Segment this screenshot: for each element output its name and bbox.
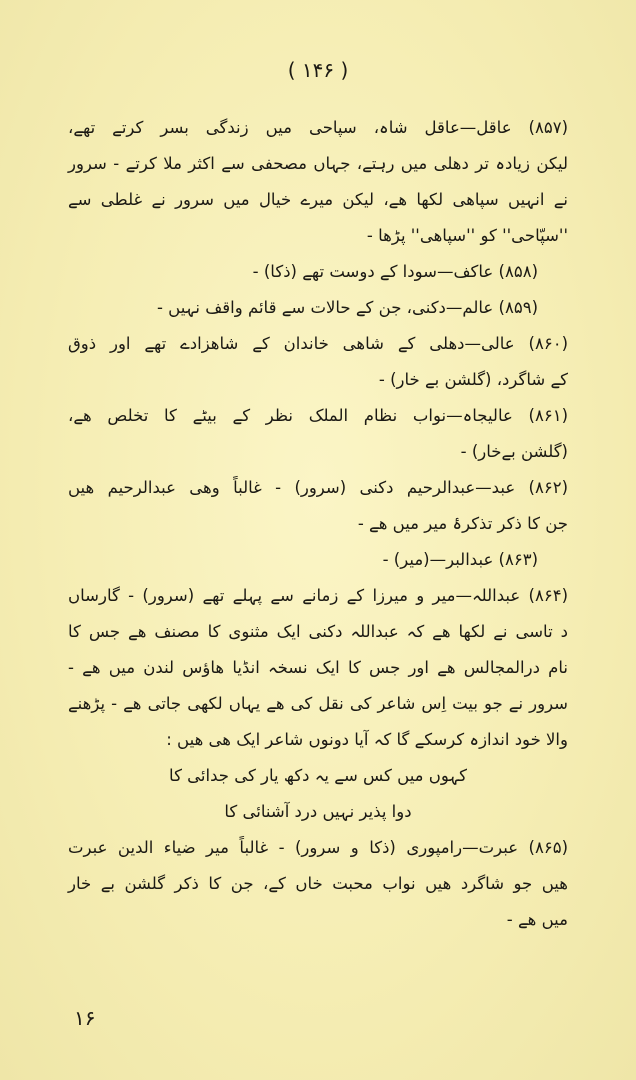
page-number: ( ۱۴۶ ) xyxy=(287,58,349,82)
text-line: د تاسی نے لکھا ھے کہ عبداللہ دکنی ایک مثنوی کا مصنف ھے جس کا xyxy=(68,622,568,641)
text-line: نے انہیں سپاھی لکھا ھے، لیکن میرے خیال میں سرور نے غلطی سے xyxy=(68,190,568,209)
text-line: (۸۵۸) عاکف—سودا کے دوست تھے (ذکا) - xyxy=(252,262,538,281)
text-line: (۸۶۱) عالیجاہ—نواب نظام الملک نظر کے بیٹے کا تخلص ھے، xyxy=(68,406,568,425)
text-line: کے شاگرد، (گلشن بے خار) - xyxy=(378,370,568,389)
page-body xyxy=(68,110,568,938)
text-line: ھیں جو شاگرد ھیں نواب محبت خاں کے، جن کا ذکر گلشن بے خار xyxy=(68,874,568,893)
text-line: ''سپّاحی'' کو ''سپاھی'' پڑھا - xyxy=(366,226,568,245)
text-line: (۸۵۷) عاقل—عاقل شاہ، سپاحی میں زندگی بسر کرتے تھے، xyxy=(68,118,568,137)
text-line: نام درالمجالس ھے اور جس کا ایک نسخہ انڈیا ھاؤس لندن میں ھے - xyxy=(68,658,568,677)
text-line: (۸۶۳) عبدالبر—(میر) - xyxy=(382,550,538,569)
text-line: (۸۶۴) عبداللہ—میر و میرزا کے زمانے سے پہلے تھے (سرور) - گارساں xyxy=(68,586,568,605)
text-line: (گلشن بےخار) - xyxy=(460,442,568,461)
text-line: جن کا ذکر تذکرۂ میر میں ھے - xyxy=(357,514,568,533)
verse-line: دوا پذیر نہیں درد آشنائی کا xyxy=(224,802,412,821)
text-line: سرور نے جو بیت اِس شاعر کی نقل کی ھے یہاں لکھی جاتی ھے - پڑھنے xyxy=(68,694,568,713)
text-line: (۸۶۰) عالی—دھلی کے شاھی خاندان کے شاھزادے تھے اور ذوق xyxy=(68,334,568,353)
text-line: (۸۶۵) عبرت—رامپوری (ذکا و سرور) - غالباً میر ضیاء الدین عبرت xyxy=(68,838,568,857)
text-line: میں ھے - xyxy=(506,910,568,929)
text-line: (۸۵۹) عالم—دکنی، جن کے حالات سے قائم واقف نہیں - xyxy=(156,298,538,317)
folio-number: ۱۶ xyxy=(74,1006,96,1030)
text-line: والا خود اندازہ کرسکے گا کہ آیا دونوں شاعر ایک ھی ھیں : xyxy=(166,730,568,749)
text-line: (۸۶۲) عبد—عبدالرحیم دکنی (سرور) - غالباً وھی عبدالرحیم ھیں xyxy=(68,478,568,497)
text-line: لیکن زیادہ تر دھلی میں رہتے، جہاں مصحفی سے اکثر ملا کرتے - سرور xyxy=(68,154,568,173)
verse-line: کہوں میں کس سے یہ دکھ یار کی جدائی کا xyxy=(169,766,467,785)
